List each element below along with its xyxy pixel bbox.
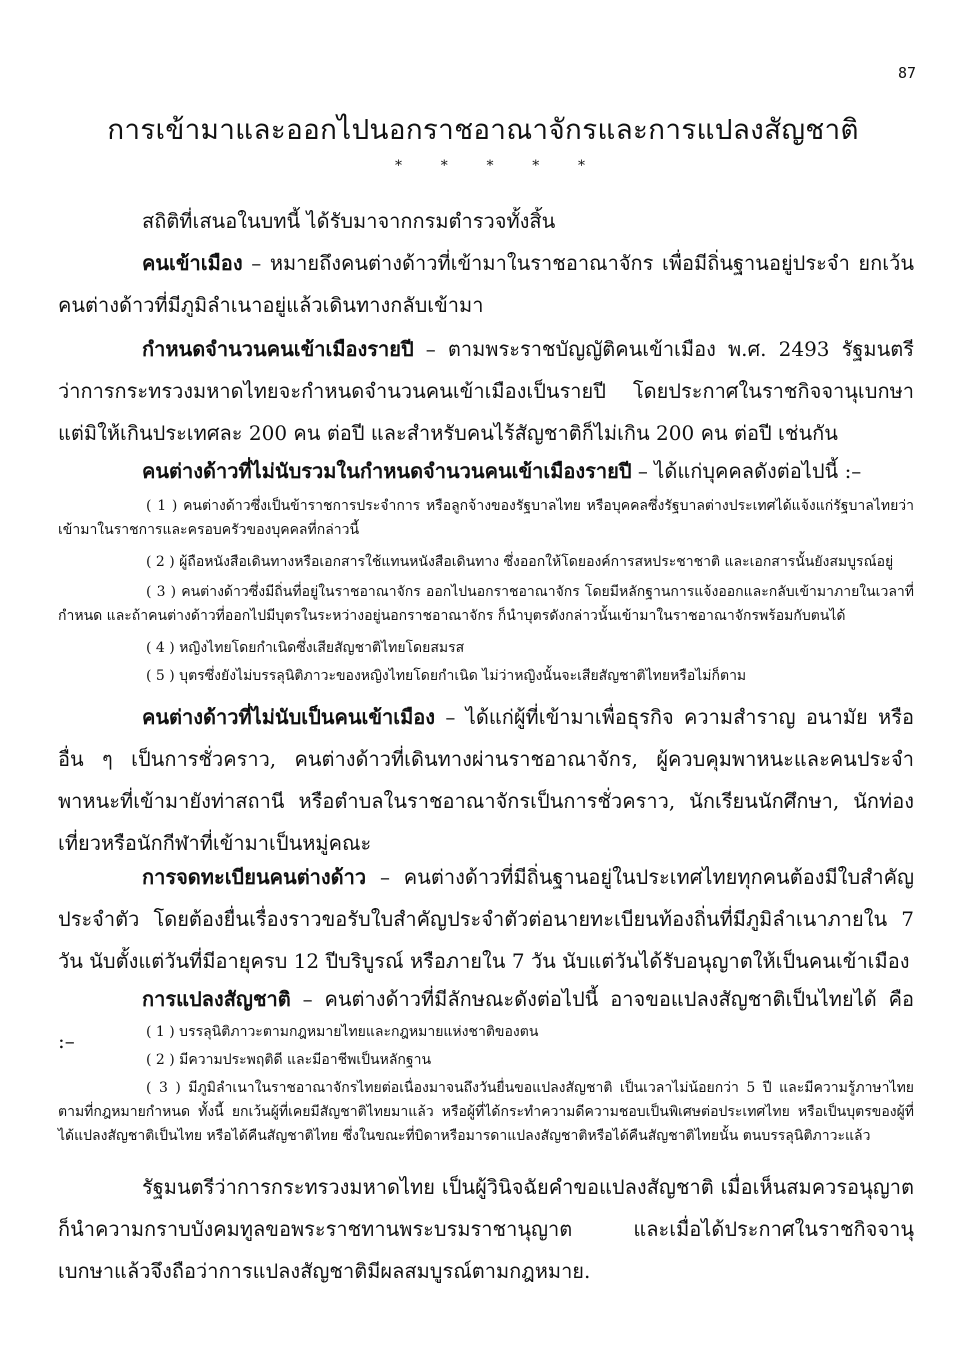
star-3: *: [486, 158, 494, 174]
naturalization-item-3-text: ( 3 ) มีภูมิลำเนาในราชอาณาจักรไทยต่อเนื่องมาจนถึงวันยื่นขอแปลงสัญชาติ เป็นเวลาไม่น้อยกว่า 5 ปี และมีความรู้ภาษาไทยตามที่กฎหมายกำหนด ทั้งนี้ ยกเว้นผู้ที่เคยมีสัญชาติไทยมาแล้ว หรือผู้ที่ได้กระทำความดีความชอบเป็นพิเศษต่อประเทศไทย หรือเป็นบุตรของผู้ที่ได้แปลงสัญชาติเป็นไทย หรือได้คืนสัญชาติไทย ซึ่งในขณะที่บิดาหรือมารดาแปลงสัญชาติหรือได้คืนสัญชาติไทยนั้น ตนบรรลุนิติภาวะแล้ว: [58, 1080, 914, 1144]
star-4: *: [532, 158, 540, 174]
naturalization-text: – คนต่างด้าวที่มีลักษณะดังต่อไปนี้ อาจขอแปลงสัญชาติเป็นไทยได้ คือ :–: [58, 987, 914, 1053]
exempt-item-5: [58, 664, 914, 688]
naturalization-item-2: [58, 1048, 914, 1072]
quota-text: – ตามพระราชบัญญัติคนเข้าเมือง พ.ศ. 2493 รัฐมนตรีว่าการกระทรวงมหาดไทยจะกำหนดจำนวนคนเข้าเมืองเป็นรายปี โดยประกาศในราชกิจจานุเบกษา แต่มิให้เกินประเทศละ 200 คน ต่อปี และสำหรับคนไร้สัญชาติก็ไม่เกิน 200 คน ต่อปี เช่นกัน: [58, 337, 914, 445]
immigrant-paragraph: [58, 242, 914, 326]
exempt-paragraph: [58, 450, 914, 492]
naturalization-item-1: [58, 1020, 914, 1044]
quota-paragraph: [58, 328, 914, 454]
not-immigrant-term: คนต่างด้าวที่ไม่นับเป็นคนเข้าเมือง: [142, 705, 436, 729]
exempt-item-4-text: ( 4 ) หญิงไทยโดยกำเนิดซึ่งเสียสัญชาติไทยโดยสมรส: [146, 640, 465, 656]
intro-text: สถิติที่เสนอในบทนี้ ได้รับมาจากกรมตำรวจทั้งสิ้น: [142, 209, 556, 233]
registration-paragraph: [58, 856, 914, 982]
intro-paragraph: [58, 200, 914, 242]
exempt-item-3-text: ( 3 ) คนต่างด้าวซึ่งมีถิ่นที่อยู่ในราชอาณาจักร ออกไปนอกราชอาณาจักร โดยมีหลักฐานการแจ้งออกและกลับเข้ามาภายในเวลาที่กำหนด และถ้าคนต่างด้าวที่ออกไปมีบุตรในระหว่างอยู่นอกราชอาณาจักร ก็นำบุตรดังกล่าวนั้นเข้ามาในราชอาณาจักรพร้อมกับตนได้: [58, 584, 914, 624]
title-ornament: [395, 158, 585, 174]
not-immigrant-paragraph: [58, 696, 914, 864]
registration-term: การจดทะเบียนคนต่างด้าว: [142, 865, 367, 889]
registration-text: – คนต่างด้าวที่มีถิ่นฐานอยู่ในประเทศไทยทุกคนต้องมีใบสำคัญประจำตัว โดยต้องยื่นเรื่องราวขอรับใบสำคัญประจำตัวต่อนายทะเบียนท้องถิ่นที่มีภูมิลำเนาภายใน 7 วัน นับตั้งแต่วันที่มีอายุครบ 12 ปีบริบูรณ์ หรือภายใน 7 วัน นับแต่วันได้รับอนุญาตให้เป็นคนเข้าเมือง: [58, 865, 914, 973]
exempt-text: – ได้แก่บุคคลดังต่อไปนี้ :–: [631, 459, 862, 483]
closing-text: รัฐมนตรีว่าการกระทรวงมหาดไทย เป็นผู้วินิจฉัยคำขอแปลงสัญชาติ เมื่อเห็นสมควรอนุญาตก็นำความกราบบังคมทูลขอพระราชทานพระบรมราชานุญาต และเมื่อได้ประกาศในราชกิจจานุเบกษาแล้วจึงถือว่าการแปลงสัญชาติมีผลสมบูรณ์ตามกฎหมาย.: [58, 1175, 914, 1283]
naturalization-item-1-text: ( 1 ) บรรลุนิติภาวะตามกฎหมายไทยและกฎหมายแห่งชาติของตน: [146, 1024, 539, 1040]
naturalization-item-3: [58, 1076, 914, 1148]
exempt-item-4: [58, 636, 914, 660]
star-5: *: [578, 158, 585, 174]
immigrant-term: คนเข้าเมือง: [142, 251, 243, 275]
not-immigrant-text: – ได้แก่ผู้ที่เข้ามาเพื่อธุรกิจ ความสำราญ อนามัย หรืออื่น ๆ เป็นการชั่วคราว, คนต่างด้าวที่เดินทางผ่านราชอาณาจักร, ผู้ควบคุมพาหนะและคนประจำพาหนะที่เข้ามายังท่าสถานี หรือตำบลในราชอาณาจักรเป็นการชั่วคราว, นักเรียนนักศึกษา, นักท่องเที่ยวหรือนักกีฬาที่เข้ามาเป็นหมู่คณะ: [58, 705, 914, 855]
exempt-item-3: [58, 580, 914, 628]
closing-paragraph: [58, 1166, 914, 1292]
exempt-term: คนต่างด้าวที่ไม่นับรวมในกำหนดจำนวนคนเข้าเมืองรายปี: [142, 459, 632, 483]
page-title: การเข้ามาและออกไปนอกราชอาณาจักรและการแปลงสัญชาติ: [107, 113, 859, 146]
naturalization-item-2-text: ( 2 ) มีความประพฤติดี และมีอาชีพเป็นหลักฐาน: [146, 1052, 432, 1068]
exempt-item-1: [58, 494, 914, 542]
naturalization-term: การแปลงสัญชาติ: [142, 987, 291, 1011]
exempt-item-5-text: ( 5 ) บุตรซึ่งยังไม่บรรลุนิติภาวะของหญิงไทยโดยกำเนิด ไม่ว่าหญิงนั้นจะเสียสัญชาติไทยหรือไม่ก็ตาม: [146, 668, 747, 684]
immigrant-text: – หมายถึงคนต่างด้าวที่เข้ามาในราชอาณาจักร เพื่อมีถิ่นฐานอยู่ประจำ ยกเว้นคนต่างด้าวที่มีภูมิลำเนาอยู่แล้วเดินทางกลับเข้ามา: [58, 251, 914, 317]
star-2: *: [440, 158, 448, 174]
exempt-item-2-text: ( 2 ) ผู้ถือหนังสือเดินทางหรือเอกสารใช้แทนหนังสือเดินทาง ซึ่งออกให้โดยองค์การสหประชาชาติ และเอกสารนั้นยังสมบูรณ์อยู่: [146, 554, 894, 570]
page-number: 87: [897, 64, 916, 82]
exempt-item-1-text: ( 1 ) คนต่างด้าวซึ่งเป็นข้าราชการประจำการ หรือลูกจ้างของรัฐบาลไทย หรือบุคคลซึ่งรัฐบาลต่างประเทศได้แจ้งแก่รัฐบาลไทยว่า เข้ามาในราชการและครอบครัวของบุคคลที่กล่าวนี้: [58, 498, 914, 538]
quota-term: กำหนดจำนวนคนเข้าเมืองรายปี: [142, 337, 414, 361]
exempt-item-2: [58, 550, 914, 574]
star-1: *: [395, 158, 402, 174]
